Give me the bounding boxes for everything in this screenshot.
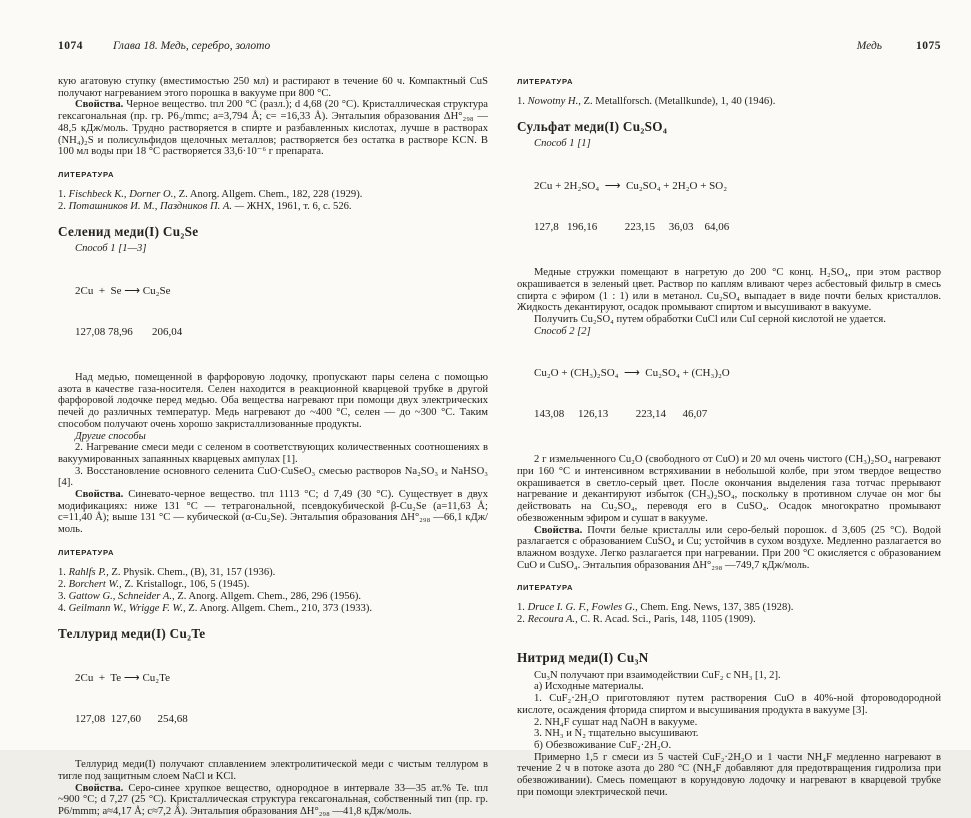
ref-number: 2.	[58, 200, 66, 212]
reaction-equation-selenide	[58, 258, 488, 366]
ref-number: 1.	[517, 95, 525, 107]
equation-masses: 127,08 78,96 206,04	[75, 325, 183, 338]
ref-authors: Fischbeck K., Dorner O.,	[68, 188, 176, 200]
ref-source: Chem. Eng. News, 137, 385 (1928).	[640, 602, 794, 614]
method-label: Способ 1 [1—3]	[75, 243, 147, 255]
properties-text: Черное вещество. tпл 200 °C (разл.); d 4,68 (20 °C). Кристаллическая структура гексагональная (пр. гр. P6₃/mmc; a=3,794 Å; c= =16,33 Å). Энтальпия образования ΔH°₂₉₈ —48,5 кДж/моль. Трудно растворяется в спирте и разбавленных кислотах, лучше в растворах (NH₄)₂S и полисульфидов щелочных металлов; растворяется без остатка в растворе KCN. В 100 мл воды при 18 °C растворяется 33,6·10⁻⁶ г препарата.	[58, 99, 488, 158]
literature-label: ЛИТЕРАТУРА	[517, 583, 574, 593]
literature-label: ЛИТЕРАТУРА	[58, 547, 115, 557]
running-head-right	[517, 40, 941, 52]
method-label: Способ 1 [1]	[534, 138, 591, 150]
equation-masses: 127,08 127,60 254,68	[75, 712, 188, 725]
paragraph-nitride-intro: Cu₃N получают при взаимодействии CuF₂ с NH₃ [1, 2].	[534, 669, 781, 681]
ref-authors: Rahlfs P.,	[68, 566, 109, 578]
ref-authors: Поташников И. М., Паздников П. А. —	[68, 200, 245, 212]
ref-authors: Nowotny H.,	[527, 95, 581, 107]
chapter-title: Глава 18. Медь, серебро, золото	[113, 40, 271, 52]
ref-source: Z. Anorg. Allgem. Chem., 286, 296 (1956).	[177, 590, 362, 602]
chapter-title-short: Медь	[856, 40, 882, 52]
reference-item	[517, 96, 941, 108]
paragraph-method-2: 2. Нагревание смеси меди с селеном в соответствующих количественных соотношениях в вакуумированных запаянных кварцевых ампулах [1].	[58, 442, 488, 465]
reference-item	[58, 201, 488, 213]
reference-item	[58, 189, 488, 201]
equation-formula: 2Cu + Te ⟶ Cu₂Te	[75, 672, 170, 685]
right-text-block	[517, 76, 941, 799]
ref-number: 2.	[58, 578, 66, 590]
equation-formula: Cu₂O + (CH₃)₂SO₄ ⟶ Cu₂SO₄ + (CH₃)₂O	[534, 367, 730, 380]
equation-masses: 127,8 196,16 223,15 36,03 64,06	[534, 220, 730, 233]
paragraph-telluride-method: Теллурид меди(I) получают сплавлением электролитической меди с чистым теллуром в тигле под защитным слоем NaCl и KCl.	[58, 759, 488, 782]
paragraph-cus-continuation: кую агатовую ступку (вместимостью 250 мл) и растирают в течение 60 ч. Компактный CuS получают нагреванием этого порошка в вакууме при 800 °C.	[58, 76, 488, 99]
reference-item	[517, 602, 941, 614]
section-title-copper-selenide: Селенид меди(I) Cu₂Se	[58, 223, 199, 239]
paragraph-nitride-step-2: 2. NH₄F сушат над NaOH в вакууме.	[534, 716, 698, 728]
ref-source: Z. Physik. Chem., (B), 31, 157 (1936).	[111, 566, 276, 578]
paragraph-telluride-properties	[58, 783, 488, 818]
paragraph-nitride-step-1: 1. CuF₂·2H₂O приготовляют путем растворения CuO в 40%-ной фтороводородной кислоте, осаждения фторида спиртом и высушивания продукта в вакууме [3].	[517, 693, 941, 716]
equation-formula: 2Cu + Se ⟶ Cu₂Se	[75, 285, 171, 298]
ref-number: 1.	[517, 602, 525, 614]
ref-authors: Borchert W.,	[68, 578, 122, 590]
paragraph-nitride-materials-label: а) Исходные материалы.	[534, 681, 644, 693]
properties-lead: Свойства.	[75, 782, 124, 794]
literature-label: ЛИТЕРАТУРА	[58, 169, 115, 179]
ref-authors: Geilmann W., Wrigge F. W.,	[68, 602, 186, 614]
ref-source: Z. Metallforsch. (Metallkunde), 1, 40 (1946).	[583, 95, 776, 107]
ref-number: 4.	[58, 602, 66, 614]
paragraph-sulfate-method-1: Медные стружки помещают в нагретую до 200 °C конц. H₂SO₄, при этом раствор окрашивается в зеленый цвет. Раствор по каплям вливают через асбестовый фильтр в смесь спирта с эфиром (1 : 1) или в метанол. Cu₂SO₄ выпадает в виде почти белых кристаллов. Жидкость декантируют, осадок промывают спиртом и высушивают в вакууме.	[517, 267, 941, 314]
literature-label: ЛИТЕРАТУРА	[517, 77, 574, 86]
ref-number: 3.	[58, 590, 66, 602]
equation-formula: 2Cu + 2H₂SO₄ ⟶ Cu₂SO₄ + 2H₂O + SO₂	[534, 180, 728, 193]
properties-text: Серо-синее хрупкое вещество, однородное в интервале 33—35 ат.% Te. tпл ~900 °C; d 7,27 (25 °C). Кристаллическая структура гексагональная, собственный тип (пр. гр. P6/mmm; a≈4,17 Å; c≈7,2 Å). Энтальпия образования ΔH°₂₉₈ —41,8 кДж/моль.	[58, 782, 488, 818]
properties-lead: Свойства.	[75, 489, 124, 501]
ref-source: Z. Anorg. Allgem. Chem., 182, 228 (1929).	[178, 188, 363, 200]
reference-item	[517, 614, 941, 626]
properties-text: Синевато-черное вещество. tпл 1113 °C; d 7,49 (30 °C). Существует в двух модификациях: ниже 131 °C — тетрагональной, псевдокубической β-Cu₂Se (a=11,63 Å; c=11,40 Å); выше 131 °C — кубической (α-Cu₂Se). Энтальпия образования ΔH°₂₉₈ —66,1 кДж/моль.	[58, 489, 488, 536]
paragraph-cus-properties	[58, 99, 488, 158]
properties-text: Почти белые кристаллы или серо-белый порошок. d 3,605 (25 °C). Водой разлагается с образованием CuSO₄ и Cu; устойчив в сухом воздухе. Медленно разлагается во влажном воздухе. Легко разлагается при нагревании. При 200 °C окисляется с образованием CuO и CuSO₄. Энтальпия образования ΔH°₂₉₈ —749,7 кДж/моль.	[517, 524, 941, 571]
method-label: Способ 2 [2]	[534, 325, 591, 337]
section-title-copper-nitride: Нитрид меди(I) Cu₃N	[517, 650, 649, 666]
paragraph-selenide-method: Над медью, помещенной в фарфоровую лодочку, пропускают пары селена с помощью азота в качестве газа-носителя. Селен находится в реакционной кварцевой трубке в другой фарфоровой лодочке перед медью. Оба вещества нагревают при помощи двух электрических печей до различных температур. Медь нагревают до ~400 °C, селен — до ~300 °C. Таким способом получают очень хорошо закристаллизованные продукты.	[58, 372, 488, 430]
paragraph-sulfate-method-2: 2 г измельченного Cu₂O (свободного от CuO) и 20 мл очень чистого (CH₃)₂SO₄ нагревают при 160 °C и интенсивном встряхивании в небольшой колбе, при этом твердое вещество окрашивается в светло-серый цвет. После окончания выделения газа тотчас прерывают нагревание и декантируют избыток (CH₃)₂SO₄, поскольку в противном случае он мог бы действовать на Cu₂SO₄, переводя его в CuSO₄. Осадок многократно промывают обезвоженным эфиром и сушат в вакууме.	[517, 454, 941, 524]
reference-item	[58, 567, 488, 579]
running-head-left	[58, 40, 488, 52]
ref-source: C. R. Acad. Sci., Paris, 148, 1105 (1909).	[580, 614, 756, 626]
paragraph-nitride-procedure: Примерно 1,5 г смеси из 5 частей CuF₂·2H₂O и 1 части NH₄F медленно нагревают в течение 2 ч в потоке азота до 280 °C (NH₄F добавляют для предотвращения гидролиза при обезвоживании). Смесь помещают в корундовую лодочку и нагревают в кварцевой трубке при помощи электрической печи.	[517, 751, 941, 798]
section-title-copper-telluride: Теллурид меди(I) Cu₂Te	[58, 625, 206, 641]
paragraph-method-3: 3. Восстановление основного селенита CuO·CuSeO₃ смесью растворов Na₂SO₃ и NaHSO₃ [4].	[58, 465, 488, 489]
ref-number: 1.	[58, 188, 66, 200]
ref-authors: Recoura A.,	[527, 614, 578, 626]
section-title-copper-sulfate: Сульфат меди(I) Cu₂SO₄	[517, 118, 668, 134]
paragraph-nitride-step-3: 3. NH₃ и N₂ тщательно высушивают.	[534, 728, 699, 740]
ref-source: Z. Anorg. Allgem. Chem., 210, 373 (1933).	[188, 602, 373, 614]
paragraph-nitride-dehydration-label: б) Обезвоживание CuF₂·2H₂O.	[534, 739, 672, 751]
ref-number: 2.	[517, 614, 525, 626]
reference-item	[58, 579, 488, 591]
ref-authors: Druce I. G. F., Fowles G.,	[527, 602, 638, 614]
paragraph-sulfate-properties	[517, 525, 941, 572]
paragraph-sulfate-note: Получить Cu₂SO₄ путем обработки CuCl или CuI серной кислотой не удается.	[534, 313, 886, 325]
reaction-equation-sulfate-2	[517, 340, 941, 448]
other-methods-label: Другие способы	[75, 430, 146, 442]
page-right	[517, 40, 941, 799]
ref-number: 1.	[58, 566, 66, 578]
page-number-left: 1074	[58, 40, 83, 52]
paragraph-selenide-properties	[58, 489, 488, 536]
ref-source: Z. Kristallogr., 106, 5 (1945).	[124, 578, 250, 590]
reference-item	[58, 591, 488, 603]
page-number-right: 1075	[916, 40, 941, 52]
reference-item	[58, 603, 488, 615]
page-left	[58, 40, 488, 818]
properties-lead: Свойства.	[534, 524, 583, 536]
reaction-equation-sulfate-1	[517, 153, 941, 261]
ref-source: ЖНХ, 1961, т. 6, с. 526.	[246, 200, 352, 212]
left-text-block	[58, 76, 488, 818]
equation-masses: 143,08 126,13 223,14 46,07	[534, 407, 708, 420]
properties-lead: Свойства.	[75, 99, 124, 111]
ref-authors: Gattow G., Schneider A.,	[68, 590, 175, 602]
reaction-equation-telluride	[58, 645, 488, 753]
